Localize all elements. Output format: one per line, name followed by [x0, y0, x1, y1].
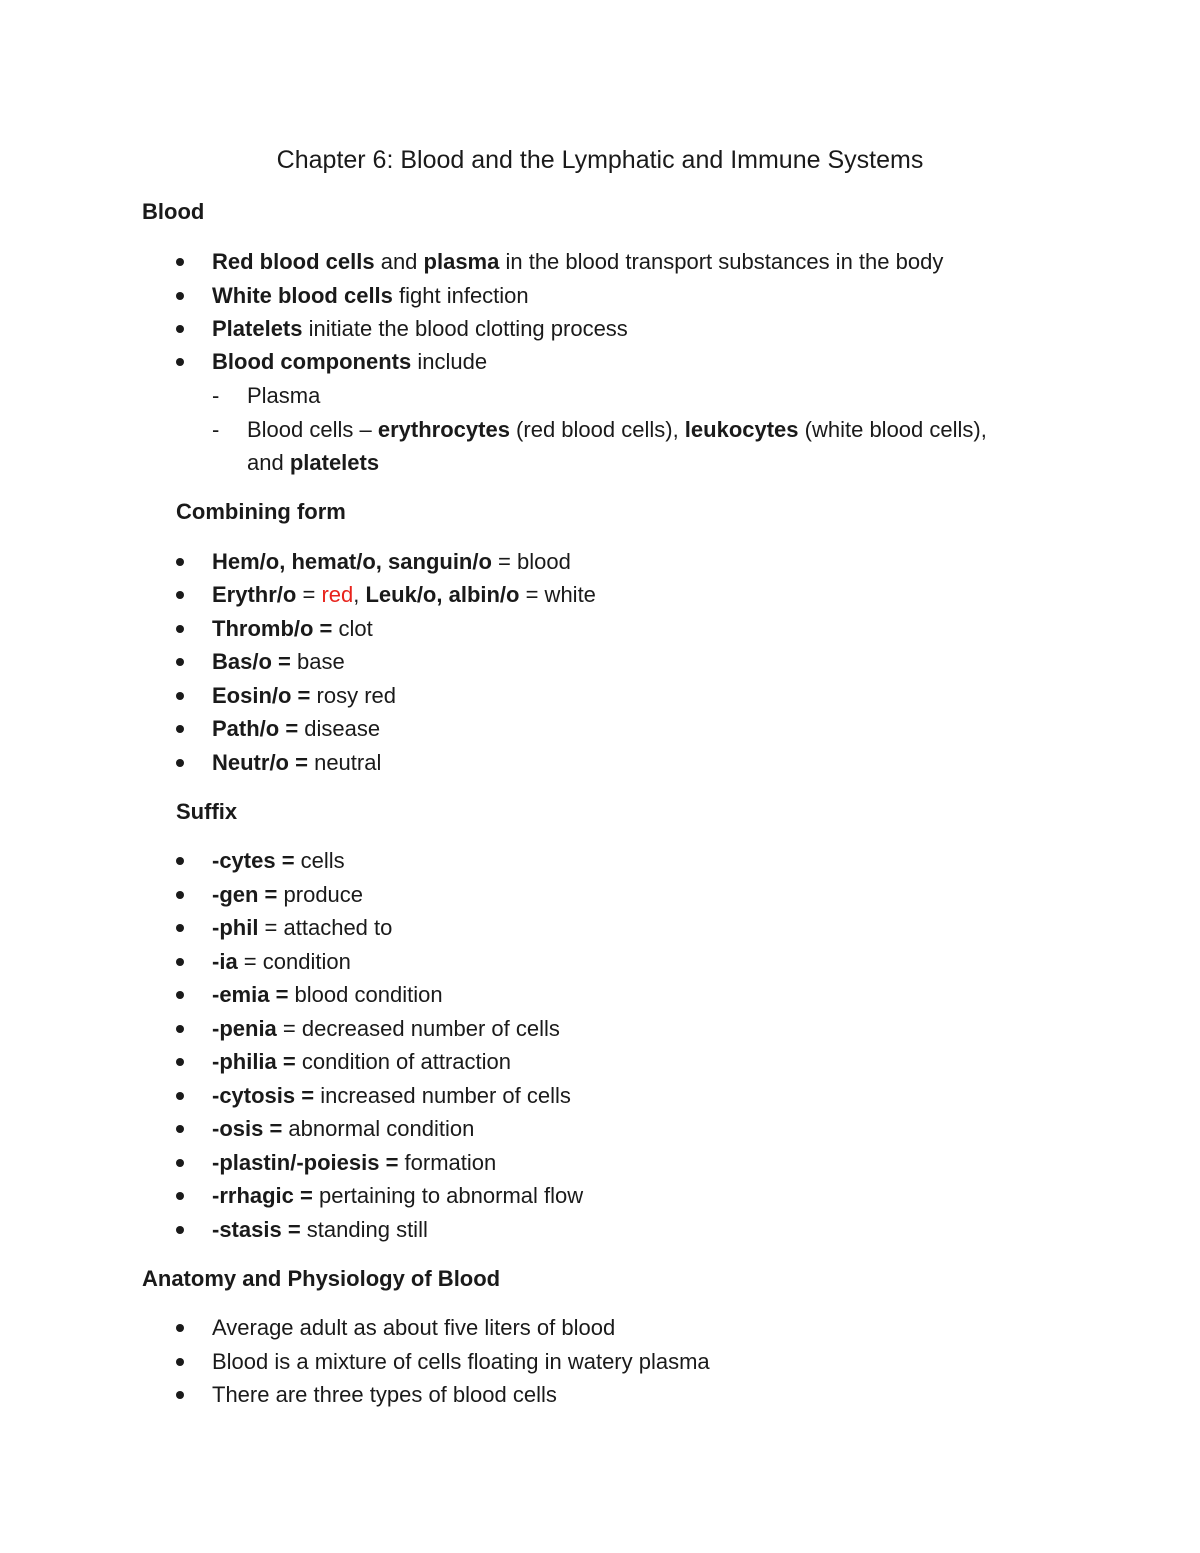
text: = decreased number of cells [276, 1016, 560, 1041]
term: Neutr/o = [212, 750, 308, 775]
list-item [212, 681, 396, 711]
term: erythrocytes [377, 417, 510, 442]
bullet-icon [176, 591, 184, 599]
list-item [212, 281, 529, 311]
bullet-icon [176, 759, 184, 767]
text: neutral [307, 750, 382, 775]
text: initiate the blood clotting process [302, 316, 628, 341]
text: fight infection [392, 283, 529, 308]
term: -cytosis = [212, 1083, 315, 1108]
bullet-icon [176, 325, 184, 333]
list-item [212, 880, 363, 910]
red-text: red [321, 582, 354, 607]
text: standing still [300, 1217, 428, 1242]
text: disease [298, 716, 381, 741]
term: -gen = [212, 882, 278, 907]
bullet-icon [176, 558, 184, 566]
term: platelets [289, 450, 380, 475]
text: base [290, 649, 345, 674]
bullet-icon [176, 891, 184, 899]
text: increased number of cells [314, 1083, 571, 1108]
dash-marker: - [212, 383, 220, 408]
text: abnormal condition [282, 1116, 475, 1141]
text: = white [519, 582, 596, 607]
term: -penia [212, 1016, 277, 1041]
sub-item-blood-cells [247, 415, 987, 445]
bullet-icon [176, 1159, 184, 1167]
list-item [212, 714, 380, 744]
section-heading-combining-form: Combining form [176, 499, 346, 524]
text: Blood is a mixture of cells floating in watery plasma [212, 1349, 710, 1374]
term: Red blood cells [212, 249, 375, 274]
text: , [353, 582, 366, 607]
text: and [247, 450, 290, 475]
term: Platelets [212, 316, 303, 341]
term: -plastin/-poiesis = [212, 1150, 399, 1175]
term: -phil [212, 915, 259, 940]
bullet-icon [176, 258, 184, 266]
term: -philia = [212, 1049, 296, 1074]
section-heading-anatomy: Anatomy and Physiology of Blood [142, 1266, 501, 1291]
list-item [212, 1181, 583, 1211]
section-heading-blood: Blood [142, 199, 205, 224]
term: Path/o = [212, 716, 299, 741]
bullet-icon [176, 924, 184, 932]
list-item [212, 1215, 428, 1245]
dash-marker: - [212, 417, 220, 442]
bullet-icon [176, 1058, 184, 1066]
bullet-icon [176, 292, 184, 300]
bullet-icon [176, 1125, 184, 1133]
bullet-icon [176, 1192, 184, 1200]
list-item [212, 748, 381, 778]
text: formation [398, 1150, 497, 1175]
bullet-icon [176, 658, 184, 666]
list-item [212, 980, 443, 1010]
list-item [212, 247, 943, 277]
text: (red blood cells), [509, 417, 685, 442]
text: clot [332, 616, 373, 641]
text: There are three types of blood cells [212, 1382, 557, 1407]
term: White blood cells [212, 283, 393, 308]
list-item [212, 1148, 496, 1178]
list-item [212, 614, 373, 644]
bullet-icon [176, 725, 184, 733]
bullet-icon [176, 692, 184, 700]
term: -emia = [212, 982, 289, 1007]
bullet-icon [176, 625, 184, 633]
term: Thromb/o = [212, 616, 333, 641]
list-item [212, 314, 628, 344]
sub-item-continuation [247, 448, 379, 478]
bullet-icon [176, 1391, 184, 1399]
text: (white blood cells), [798, 417, 987, 442]
text: Blood cells – [247, 417, 378, 442]
list-item [212, 547, 571, 577]
bullet-icon [176, 1092, 184, 1100]
term: leukocytes [684, 417, 799, 442]
text: rosy red [310, 683, 397, 708]
page-title: Chapter 6: Blood and the Lymphatic and Immune Systems [276, 146, 924, 174]
bullet-icon [176, 857, 184, 865]
term: -osis = [212, 1116, 283, 1141]
term: Blood components [212, 349, 412, 374]
list-item [212, 1347, 710, 1377]
text: pertaining to abnormal flow [312, 1183, 584, 1208]
text: = blood [491, 549, 571, 574]
bullet-icon [176, 358, 184, 366]
list-item [212, 1380, 557, 1410]
bullet-icon [176, 1226, 184, 1234]
list-item [212, 1313, 615, 1343]
term: Erythr/o [212, 582, 297, 607]
text: blood condition [288, 982, 443, 1007]
list-item [212, 947, 351, 977]
term: -ia [212, 949, 238, 974]
term: -stasis = [212, 1217, 301, 1242]
term: Leuk/o, albin/o [365, 582, 520, 607]
text: = attached to [258, 915, 393, 940]
list-item [212, 913, 392, 943]
text: condition of attraction [295, 1049, 511, 1074]
text: = [296, 582, 322, 607]
list-item [212, 580, 596, 610]
list-item [212, 647, 345, 677]
list-item [212, 846, 345, 876]
list-item [212, 347, 487, 377]
list-item [212, 1114, 474, 1144]
bullet-icon [176, 958, 184, 966]
term: Bas/o = [212, 649, 291, 674]
list-item [212, 1081, 571, 1111]
bullet-icon [176, 991, 184, 999]
term: -cytes = [212, 848, 295, 873]
bullet-icon [176, 1025, 184, 1033]
text: in the blood transport substances in the body [499, 249, 944, 274]
text: produce [277, 882, 364, 907]
bullet-icon [176, 1324, 184, 1332]
text: Average adult as about five liters of blood [212, 1315, 616, 1340]
term: plasma [423, 249, 500, 274]
list-item [212, 1014, 560, 1044]
section-heading-suffix: Suffix [176, 799, 238, 824]
term: -rrhagic = [212, 1183, 313, 1208]
bullet-icon [176, 1358, 184, 1366]
term: Eosin/o = [212, 683, 311, 708]
text: and [374, 249, 424, 274]
list-item [212, 1047, 511, 1077]
text: = condition [237, 949, 351, 974]
text: include [411, 349, 488, 374]
text: cells [294, 848, 345, 873]
term: Hem/o, hemat/o, sanguin/o [212, 549, 492, 574]
sub-item-plasma: Plasma [247, 383, 321, 408]
